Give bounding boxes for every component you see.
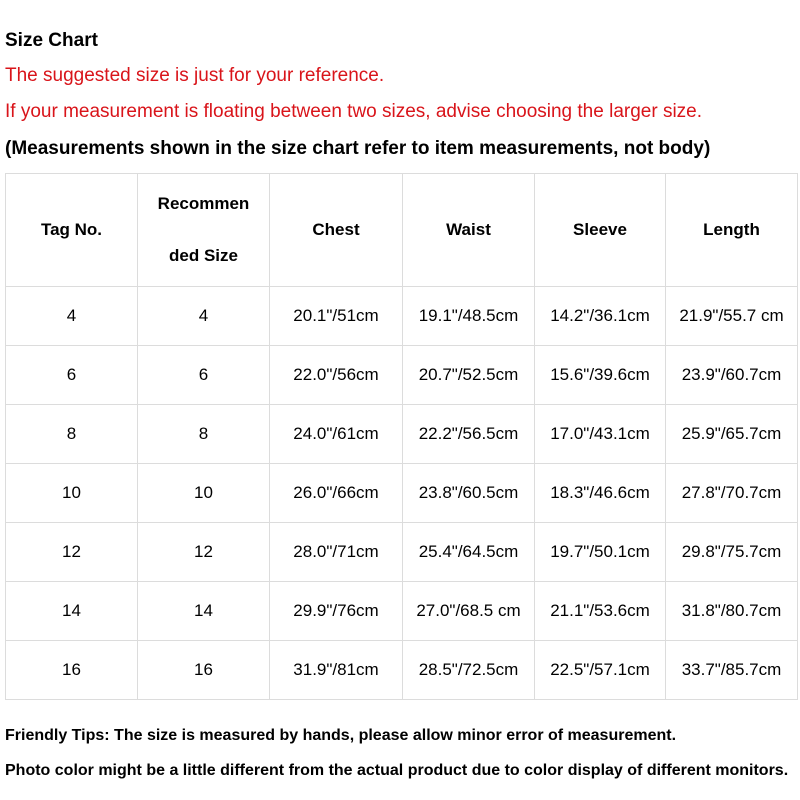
cell-length: 21.9"/55.7 cm <box>666 287 798 346</box>
cell-waist: 23.8"/60.5cm <box>403 464 535 523</box>
cell-sleeve: 18.3"/46.6cm <box>535 464 666 523</box>
page-title: Size Chart <box>5 30 98 51</box>
cell-sleeve: 14.2"/36.1cm <box>535 287 666 346</box>
header-sleeve: Sleeve <box>535 174 666 287</box>
cell-length: 27.8"/70.7cm <box>666 464 798 523</box>
cell-recommended-size: 8 <box>138 405 270 464</box>
cell-tag-no: 16 <box>6 641 138 700</box>
header-waist: Waist <box>403 174 535 287</box>
cell-length: 25.9"/65.7cm <box>666 405 798 464</box>
cell-chest: 26.0"/66cm <box>270 464 403 523</box>
cell-chest: 24.0"/61cm <box>270 405 403 464</box>
table-row <box>6 287 798 346</box>
color-disclaimer: Photo color might be a little different from the actual product due to color display of different monitors. <box>5 762 789 779</box>
cell-sleeve: 19.7"/50.1cm <box>535 523 666 582</box>
table-row <box>6 346 798 405</box>
cell-chest: 31.9"/81cm <box>270 641 403 700</box>
cell-waist: 20.7"/52.5cm <box>403 346 535 405</box>
sizing-advice-note: If your measurement is floating between two sizes, advise choosing the larger size. <box>5 101 703 122</box>
cell-waist: 27.0"/68.5 cm <box>403 582 535 641</box>
cell-tag-no: 4 <box>6 287 138 346</box>
cell-length: 31.8"/80.7cm <box>666 582 798 641</box>
table-row <box>6 641 798 700</box>
cell-sleeve: 17.0"/43.1cm <box>535 405 666 464</box>
cell-waist: 28.5"/72.5cm <box>403 641 535 700</box>
cell-waist: 25.4"/64.5cm <box>403 523 535 582</box>
cell-length: 29.8"/75.7cm <box>666 523 798 582</box>
header-chest: Chest <box>270 174 403 287</box>
cell-chest: 20.1"/51cm <box>270 287 403 346</box>
cell-recommended-size: 10 <box>138 464 270 523</box>
friendly-tips: Friendly Tips: The size is measured by hands, please allow minor error of measurement. <box>5 727 677 744</box>
size-chart-table <box>5 173 798 700</box>
cell-sleeve: 21.1"/53.6cm <box>535 582 666 641</box>
table-row <box>6 464 798 523</box>
table-row <box>6 405 798 464</box>
table-header-row <box>6 174 798 287</box>
cell-recommended-size: 14 <box>138 582 270 641</box>
cell-waist: 22.2"/56.5cm <box>403 405 535 464</box>
cell-tag-no: 6 <box>6 346 138 405</box>
header-recommended-size <box>138 174 270 287</box>
cell-recommended-size: 6 <box>138 346 270 405</box>
cell-waist: 19.1"/48.5cm <box>403 287 535 346</box>
cell-tag-no: 14 <box>6 582 138 641</box>
cell-tag-no: 10 <box>6 464 138 523</box>
cell-tag-no: 12 <box>6 523 138 582</box>
cell-sleeve: 22.5"/57.1cm <box>535 641 666 700</box>
header-length: Length <box>666 174 798 287</box>
cell-tag-no: 8 <box>6 405 138 464</box>
cell-length: 33.7"/85.7cm <box>666 641 798 700</box>
header-recommended-size-label: Recommended Size <box>157 194 250 265</box>
header-tag-no: Tag No. <box>6 174 138 287</box>
cell-chest: 28.0"/71cm <box>270 523 403 582</box>
cell-recommended-size: 4 <box>138 287 270 346</box>
table-row <box>6 582 798 641</box>
cell-chest: 22.0"/56cm <box>270 346 403 405</box>
measurement-note: (Measurements shown in the size chart refer to item measurements, not body) <box>5 138 711 159</box>
cell-sleeve: 15.6"/39.6cm <box>535 346 666 405</box>
reference-note: The suggested size is just for your reference. <box>5 65 385 86</box>
cell-chest: 29.9"/76cm <box>270 582 403 641</box>
table-row <box>6 523 798 582</box>
cell-recommended-size: 12 <box>138 523 270 582</box>
cell-length: 23.9"/60.7cm <box>666 346 798 405</box>
cell-recommended-size: 16 <box>138 641 270 700</box>
